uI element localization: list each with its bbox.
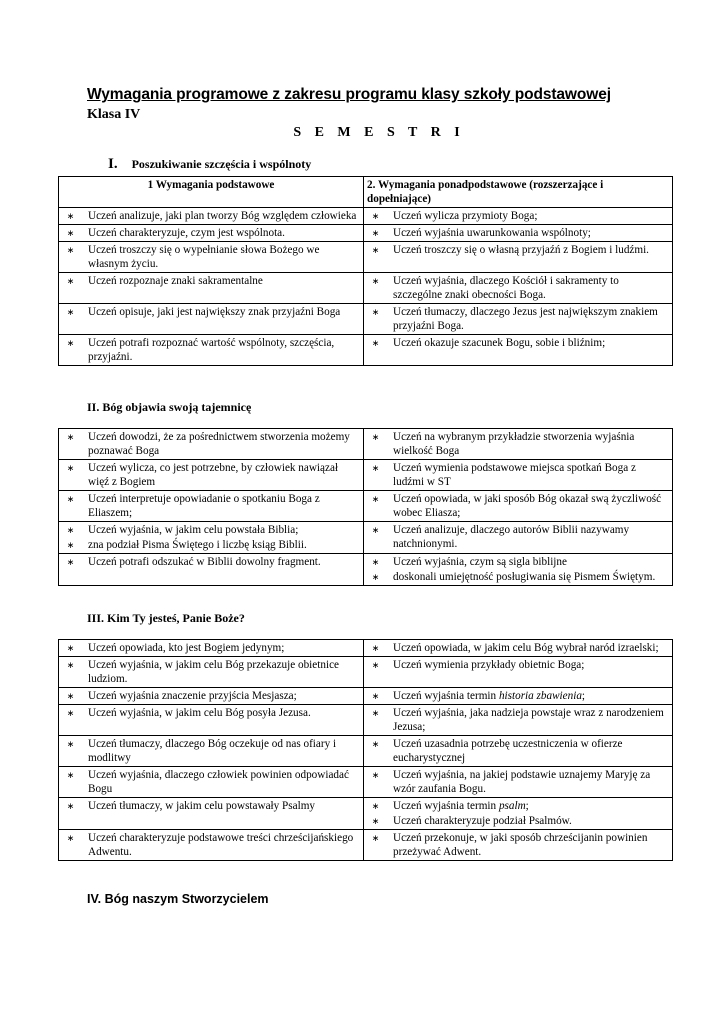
requirement-text: Uczeń potrafi odszukać w Biblii dowolny fragment.: [88, 556, 321, 568]
basic-requirement-cell: [59, 705, 364, 736]
list-item: [62, 336, 360, 364]
basic-requirement-cell: [59, 208, 364, 225]
requirement-text: Uczeń wyjaśnia, na jakiej podstawie uznajemy Maryję za wzór zaufania Bogu.: [393, 769, 651, 795]
list-item: [62, 538, 360, 552]
table-row: [59, 705, 673, 736]
section-1-title: Poszukiwanie szczęścia i wspólnoty: [131, 157, 312, 171]
bullet-icon: ∗: [66, 540, 75, 550]
table-row: [59, 688, 673, 705]
emphasized-term: psalm: [498, 800, 526, 812]
bullet-icon: ∗: [371, 739, 380, 749]
list-item: [367, 570, 669, 584]
header-basic: 1 Wymagania podstawowe: [59, 177, 364, 208]
requirement-text: Uczeń wyjaśnia znaczenie przyjścia Mesjasza;: [88, 690, 297, 702]
requirement-text: Uczeń tłumaczy, dlaczego Bóg oczekuje od nas ofiary i modlitwy: [88, 738, 337, 764]
requirement-text: Uczeń opowiada, w jakim celu Bóg wybrał naród izraelski;: [393, 642, 659, 654]
basic-requirement-cell: [59, 522, 364, 554]
list-item: [367, 737, 669, 765]
bullet-icon: ∗: [66, 557, 75, 567]
extended-requirement-cell: [364, 273, 673, 304]
bullet-icon: ∗: [371, 660, 380, 670]
extended-requirement-cell: [364, 830, 673, 861]
extended-requirement-cell: [364, 688, 673, 705]
section-1-number: I.: [108, 156, 118, 172]
basic-requirement-cell: [59, 304, 364, 335]
table-row: [59, 273, 673, 304]
extended-requirement-cell: [364, 242, 673, 273]
bullet-icon: ∗: [371, 432, 380, 442]
requirement-text: Uczeń interpretuje opowiadanie o spotkaniu Boga z Eliaszem;: [88, 493, 320, 519]
list-item: [367, 461, 669, 489]
list-item: [367, 641, 669, 655]
bullet-icon: ∗: [66, 833, 75, 843]
list-item: [367, 430, 669, 458]
bullet-icon: ∗: [66, 643, 75, 653]
requirement-text: Uczeń okazuje szacunek Bogu, sobie i bliźnim;: [393, 337, 606, 349]
bullet-icon: ∗: [66, 211, 75, 221]
bullet-icon: ∗: [371, 494, 380, 504]
list-item: [62, 768, 360, 796]
bullet-icon: ∗: [371, 833, 380, 843]
requirement-text: Uczeń rozpoznaje znaki sakramentalne: [88, 275, 263, 287]
list-item: [62, 305, 360, 319]
bullet-icon: ∗: [371, 245, 380, 255]
basic-requirement-cell: [59, 491, 364, 522]
bullet-icon: ∗: [66, 739, 75, 749]
extended-requirement-cell: [364, 208, 673, 225]
bullet-icon: ∗: [371, 525, 380, 535]
list-item: [367, 336, 669, 350]
section-1-heading: [108, 156, 311, 173]
requirement-text: Uczeń troszczy się o wypełnianie słowa Bożego we własnym życiu.: [88, 244, 320, 270]
list-item: [62, 641, 360, 655]
requirement-text: Uczeń wyjaśnia, w jakim celu Bóg przekazuje obietnice ludziom.: [88, 659, 339, 685]
requirement-text: Uczeń charakteryzuje podstawowe treści chrześcijańskiego Adwentu.: [88, 832, 354, 858]
list-item: [367, 226, 669, 240]
requirement-text: Uczeń tłumaczy, dlaczego Jezus jest największym znakiem przyjaźni Boga.: [393, 306, 658, 332]
basic-requirement-cell: [59, 736, 364, 767]
list-item: [367, 689, 669, 703]
basic-requirement-cell: [59, 242, 364, 273]
list-item: [367, 523, 669, 551]
table-row: [59, 522, 673, 554]
table-row: [59, 640, 673, 657]
table-row: [59, 491, 673, 522]
table-row: [59, 554, 673, 586]
extended-requirement-cell: [364, 640, 673, 657]
table-row: [59, 225, 673, 242]
class-title: Klasa IV: [87, 107, 141, 122]
basic-requirement-cell: [59, 830, 364, 861]
section-2-heading: II. Bóg objawia swoją tajemnicę: [87, 400, 252, 414]
bullet-icon: ∗: [66, 228, 75, 238]
list-item: [62, 689, 360, 703]
bullet-icon: ∗: [66, 801, 75, 811]
bullet-icon: ∗: [66, 770, 75, 780]
requirement-text: Uczeń opowiada, w jaki sposób Bóg okazał swą życzliwość wobec Eliasza;: [393, 493, 662, 519]
bullet-icon: ∗: [66, 691, 75, 701]
bullet-icon: ∗: [66, 276, 75, 286]
list-item: [62, 492, 360, 520]
requirement-text: Uczeń opowiada, kto jest Bogiem jedynym;: [88, 642, 285, 654]
requirement-text-part: Uczeń wyjaśnia termin: [393, 690, 499, 702]
bullet-icon: ∗: [66, 338, 75, 348]
bullet-icon: ∗: [371, 211, 380, 221]
list-item: [367, 274, 669, 302]
requirement-text: Uczeń wyjaśnia, w jakim celu Bóg posyła Jezusa.: [88, 707, 311, 719]
requirement-text: Uczeń troszczy się o własną przyjaźń z Bogiem i ludźmi.: [393, 244, 649, 256]
requirement-text: Uczeń wymienia podstawowe miejsca spotkań Boga z ludźmi w ST: [393, 462, 636, 488]
basic-requirement-cell: [59, 640, 364, 657]
bullet-icon: ∗: [371, 708, 380, 718]
list-item: [367, 706, 669, 734]
requirement-text: Uczeń wymienia przykłady obietnic Boga;: [393, 659, 585, 671]
bullet-icon: ∗: [371, 816, 380, 826]
extended-requirement-cell: [364, 429, 673, 460]
requirement-text-part: Uczeń wyjaśnia termin: [393, 800, 499, 812]
list-item: [62, 243, 360, 271]
table-row: [59, 335, 673, 366]
requirement-text: Uczeń wyjaśnia, dlaczego człowiek powinien odpowiadać Bogu: [88, 769, 349, 795]
list-item: [62, 274, 360, 288]
list-item: [367, 492, 669, 520]
basic-requirement-cell: [59, 460, 364, 491]
requirement-text: Uczeń analizuje, jaki plan tworzy Bóg względem człowieka: [88, 210, 357, 222]
bullet-icon: ∗: [66, 525, 75, 535]
section-1-table: [58, 176, 673, 366]
basic-requirement-cell: [59, 429, 364, 460]
list-item: [367, 209, 669, 223]
table-row: [59, 242, 673, 273]
requirement-text: Uczeń wyjaśnia, jaka nadzieja powstaje wraz z narodzeniem Jezusa;: [393, 707, 664, 733]
extended-requirement-cell: [364, 798, 673, 830]
requirement-text: Uczeń wyjaśnia uwarunkowania wspólnoty;: [393, 227, 591, 239]
table-row: [59, 767, 673, 798]
extended-requirement-cell: [364, 225, 673, 242]
list-item: [62, 658, 360, 686]
requirement-text: Uczeń potrafi rozpoznać wartość wspólnoty, szczęścia, przyjaźni.: [88, 337, 335, 363]
extended-requirement-cell: [364, 554, 673, 586]
extended-requirement-cell: [364, 304, 673, 335]
requirement-text: Uczeń opisuje, jaki jest największy znak przyjaźni Boga: [88, 306, 341, 318]
extended-requirement-cell: [364, 491, 673, 522]
section-4-heading: IV. Bóg naszym Stworzycielem: [87, 892, 269, 906]
list-item: [62, 461, 360, 489]
bullet-icon: ∗: [66, 660, 75, 670]
extended-requirement-cell: [364, 460, 673, 491]
bullet-icon: ∗: [371, 557, 380, 567]
document-title: Wymagania programowe z zakresu programu klasy szkoły podstawowej: [87, 86, 611, 103]
bullet-icon: ∗: [66, 307, 75, 317]
list-item: [62, 799, 360, 813]
section-3-table: [58, 639, 673, 861]
basic-requirement-cell: [59, 225, 364, 242]
extended-requirement-cell: [364, 736, 673, 767]
basic-requirement-cell: [59, 688, 364, 705]
extended-requirement-cell: [364, 335, 673, 366]
extended-requirement-cell: [364, 767, 673, 798]
table-row: [59, 657, 673, 688]
bullet-icon: ∗: [371, 801, 380, 811]
extended-requirement-cell: [364, 522, 673, 554]
requirement-text: Uczeń wylicza, co jest potrzebne, by człowiek nawiązał więź z Bogiem: [88, 462, 339, 488]
extended-requirement-cell: [364, 705, 673, 736]
requirement-text: Uczeń przekonuje, w jaki sposób chrześcijanin powinien przeżywać Adwent.: [393, 832, 648, 858]
list-item: [62, 737, 360, 765]
extended-requirement-cell: [364, 657, 673, 688]
table-row: [59, 798, 673, 830]
requirement-text: Uczeń charakteryzuje podział Psalmów.: [393, 815, 572, 827]
list-item: [62, 226, 360, 240]
emphasized-term: historia zbawienia: [498, 690, 582, 702]
requirement-text: [393, 799, 669, 813]
requirement-text: Uczeń wyjaśnia, czym są sigla biblijne: [393, 556, 567, 568]
header-extended: 2. Wymagania ponadpodstawowe (rozszerzające i dopełniające): [364, 177, 673, 208]
table-row: [59, 460, 673, 491]
table-row: [59, 304, 673, 335]
requirement-text: Uczeń na wybranym przykładzie stworzenia wyjaśnia wielkość Boga: [393, 431, 635, 457]
table-row: [59, 208, 673, 225]
list-item: [367, 555, 669, 569]
list-item: [367, 799, 669, 813]
requirement-text: Uczeń dowodzi, że za pośrednictwem stworzenia możemy poznawać Boga: [88, 431, 350, 457]
bullet-icon: ∗: [371, 276, 380, 286]
list-item: [62, 706, 360, 720]
table-row: [59, 830, 673, 861]
requirement-text: doskonali umiejętność posługiwania się Pismem Świętym.: [393, 571, 656, 583]
basic-requirement-cell: [59, 335, 364, 366]
basic-requirement-cell: [59, 657, 364, 688]
requirement-text-part: ;: [581, 690, 586, 702]
requirement-text: zna podział Pisma Świętego i liczbę ksiąg Biblii.: [88, 539, 307, 551]
semester-heading: S E M E S T R I: [293, 125, 465, 140]
bullet-icon: ∗: [371, 643, 380, 653]
list-item: [62, 831, 360, 859]
list-item: [367, 768, 669, 796]
basic-requirement-cell: [59, 554, 364, 586]
list-item: [62, 555, 360, 569]
basic-requirement-cell: [59, 767, 364, 798]
basic-requirement-cell: [59, 798, 364, 830]
bullet-icon: ∗: [371, 228, 380, 238]
list-item: [367, 305, 669, 333]
list-item: [62, 430, 360, 458]
requirement-text: Uczeń charakteryzuje, czym jest wspólnota.: [88, 227, 285, 239]
list-item: [62, 209, 360, 223]
bullet-icon: ∗: [66, 494, 75, 504]
table-header-row: [59, 177, 673, 208]
requirement-text: Uczeń wyjaśnia, w jakim celu powstała Biblia;: [88, 524, 299, 536]
bullet-icon: ∗: [66, 708, 75, 718]
requirement-text: Uczeń uzasadnia potrzebę uczestniczenia w ofierze eucharystycznej: [393, 738, 623, 764]
requirement-text: [393, 689, 669, 703]
section-3-heading: III. Kim Ty jesteś, Panie Boże?: [87, 611, 245, 625]
requirement-text: Uczeń tłumaczy, w jakim celu powstawały Psalmy: [88, 800, 315, 812]
list-item: [367, 658, 669, 672]
basic-requirement-cell: [59, 273, 364, 304]
bullet-icon: ∗: [371, 463, 380, 473]
bullet-icon: ∗: [371, 691, 380, 701]
list-item: [367, 814, 669, 828]
bullet-icon: ∗: [66, 432, 75, 442]
list-item: [367, 243, 669, 257]
table-row: [59, 736, 673, 767]
bullet-icon: ∗: [371, 770, 380, 780]
table-row: [59, 429, 673, 460]
requirement-text: Uczeń analizuje, dlaczego autorów Biblii nazywamy natchnionymi.: [393, 524, 630, 550]
bullet-icon: ∗: [66, 463, 75, 473]
bullet-icon: ∗: [66, 245, 75, 255]
bullet-icon: ∗: [371, 572, 380, 582]
requirement-text-part: ;: [525, 800, 529, 812]
bullet-icon: ∗: [371, 338, 380, 348]
requirement-text: Uczeń wylicza przymioty Boga;: [393, 210, 538, 222]
list-item: [367, 831, 669, 859]
requirement-text: Uczeń wyjaśnia, dlaczego Kościół i sakramenty to szczególne znaki obecności Boga.: [393, 275, 619, 301]
list-item: [62, 523, 360, 537]
bullet-icon: ∗: [371, 307, 380, 317]
section-2-table: [58, 428, 673, 586]
